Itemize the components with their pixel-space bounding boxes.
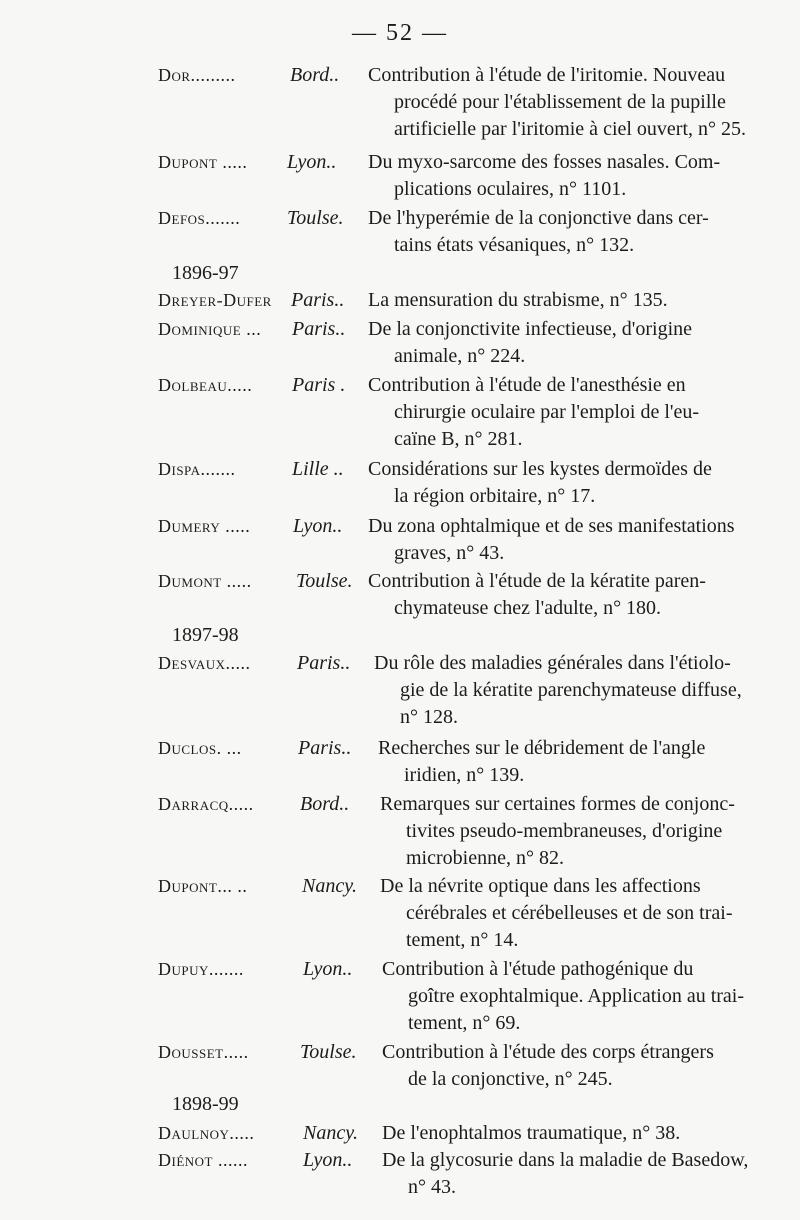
- entry-title-line: animale, n° 224.: [394, 345, 526, 367]
- entry-author: Dousset.....: [158, 1042, 249, 1062]
- entry-title-line: iridien, n° 139.: [404, 764, 525, 786]
- entry-title-line: Du rôle des maladies générales dans l'étiolo-: [374, 652, 731, 674]
- entry-title-line: Contribution à l'étude pathogénique du: [382, 958, 694, 980]
- entry-title-line: graves, n° 43.: [394, 542, 505, 564]
- entry-title: [368, 456, 768, 510]
- entry-title: [382, 1147, 782, 1201]
- entry-author: Dominique ...: [158, 319, 262, 339]
- entry-city: Toulse.: [287, 207, 344, 229]
- entry-title-line: gie de la kératite parenchymateuse diffuse,: [400, 679, 742, 701]
- entry-title-line: artificielle par l'iritomie à ciel ouvert, n° 25.: [394, 118, 747, 140]
- entry-title-line: tains états vésaniques, n° 132.: [394, 234, 635, 256]
- entry-title: [382, 1120, 782, 1147]
- entry-city: Lyon..: [303, 1149, 353, 1171]
- entry-title-line: Contribution à l'étude de l'anesthésie en: [368, 374, 686, 396]
- entry-author: Dumery .....: [158, 516, 251, 536]
- entry-city: Bord..: [290, 64, 340, 86]
- entry-city: Toulse.: [300, 1041, 357, 1063]
- entry-city: Nancy.: [303, 1122, 358, 1144]
- entry-author: Duclos. ...: [158, 738, 242, 758]
- entry-title: [368, 316, 768, 370]
- entry-author: Dumont .....: [158, 571, 252, 591]
- entry-title: [368, 62, 768, 143]
- entry-author: Darracq.....: [158, 794, 254, 814]
- entry-title-line: tement, n° 69.: [408, 1012, 521, 1034]
- entry-title: [368, 205, 768, 259]
- entry-author: Dolbeau.....: [158, 375, 253, 395]
- entry-title-line: goître exophtalmique. Application au trai-: [408, 985, 745, 1007]
- entry-author: Dreyer-Dufer: [158, 290, 272, 310]
- entry-title-line: Contribution à l'étude de l'iritomie. Nouveau: [368, 64, 726, 86]
- entry-title-line: De la névrite optique dans les affections: [380, 875, 701, 897]
- entry-title: [368, 513, 768, 567]
- entry-title: [368, 149, 768, 203]
- entry-city: Paris..: [297, 652, 351, 674]
- entry-title: [368, 372, 768, 453]
- entry-title-line: chymateuse chez l'adulte, n° 180.: [394, 597, 662, 619]
- entry-author: Desvaux.....: [158, 653, 251, 673]
- year-heading: 1898-99: [172, 1093, 239, 1115]
- entry-title: [368, 287, 768, 314]
- entry-city: Lyon..: [293, 515, 343, 537]
- entry-city: Lyon..: [303, 958, 353, 980]
- entry-title: [378, 735, 778, 789]
- page-number: — 52 —: [352, 20, 448, 46]
- entry-title: [374, 650, 774, 731]
- entry-city: Paris..: [298, 737, 352, 759]
- entry-title-line: chirurgie oculaire par l'emploi de l'eu-: [394, 401, 700, 423]
- entry-author: Diénot ......: [158, 1150, 248, 1170]
- entry-city: Paris..: [292, 318, 346, 340]
- entry-author: Defos.......: [158, 208, 241, 228]
- entry-title: [382, 956, 782, 1037]
- entry-title-line: Contribution à l'étude des corps étrangers: [382, 1041, 714, 1063]
- entry-title-line: n° 43.: [408, 1176, 456, 1198]
- entry-city: Nancy.: [302, 875, 357, 897]
- entry-author: Daulnoy.....: [158, 1123, 255, 1143]
- entry-city: Paris..: [291, 289, 345, 311]
- entry-title-line: de la conjonctive, n° 245.: [408, 1068, 613, 1090]
- entry-title-line: Du zona ophtalmique et de ses manifestations: [368, 515, 735, 537]
- entry-city: Bord..: [300, 793, 350, 815]
- entry-title-line: De la glycosurie dans la maladie de Basedow,: [382, 1149, 749, 1171]
- entry-title-line: Du myxo-sarcome des fosses nasales. Com-: [368, 151, 721, 173]
- entry-city: Lyon..: [287, 151, 337, 173]
- entry-title: [382, 1039, 782, 1093]
- entry-title-line: plications oculaires, n° 1101.: [394, 178, 627, 200]
- year-heading: 1897-98: [172, 624, 239, 646]
- entry-title-line: Contribution à l'étude de la kératite paren-: [368, 570, 706, 592]
- entry-title: [368, 568, 768, 622]
- entry-city: Lille ..: [292, 458, 344, 480]
- entry-title-line: De la conjonctivite infectieuse, d'origine: [368, 318, 693, 340]
- entry-city: Toulse.: [296, 570, 353, 592]
- entry-author: Dupont... ..: [158, 876, 248, 896]
- entry-title: [380, 873, 780, 954]
- entry-title-line: n° 128.: [400, 706, 458, 728]
- entry-title-line: Recherches sur le débridement de l'angle: [378, 737, 706, 759]
- entry-title-line: la région orbitaire, n° 17.: [394, 485, 596, 507]
- entry-title-line: tivites pseudo-membraneuses, d'origine: [406, 820, 723, 842]
- entry-title-line: tement, n° 14.: [406, 929, 519, 951]
- entry-author: Dor.........: [158, 65, 236, 85]
- year-heading: 1896-97: [172, 262, 239, 284]
- entry-title-line: caïne B, n° 281.: [394, 428, 523, 450]
- entry-author: Dupuy.......: [158, 959, 244, 979]
- entry-title-line: De l'enophtalmos traumatique, n° 38.: [382, 1122, 681, 1144]
- entry-author: Dispa.......: [158, 459, 236, 479]
- entry-title: [380, 791, 780, 872]
- entry-title-line: De l'hyperémie de la conjonctive dans cer-: [368, 207, 709, 229]
- entry-author: Dupont .....: [158, 152, 248, 172]
- entry-title-line: Remarques sur certaines formes de conjonc-: [380, 793, 735, 815]
- entry-title-line: cérébrales et cérébelleuses et de son trai-: [406, 902, 733, 924]
- entry-city: Paris .: [292, 374, 346, 396]
- entry-title-line: microbienne, n° 82.: [406, 847, 564, 869]
- entry-title-line: La mensuration du strabisme, n° 135.: [368, 289, 668, 311]
- entry-title-line: Considérations sur les kystes dermoïdes de: [368, 458, 712, 480]
- entry-title-line: procédé pour l'établissement de la pupille: [394, 91, 726, 113]
